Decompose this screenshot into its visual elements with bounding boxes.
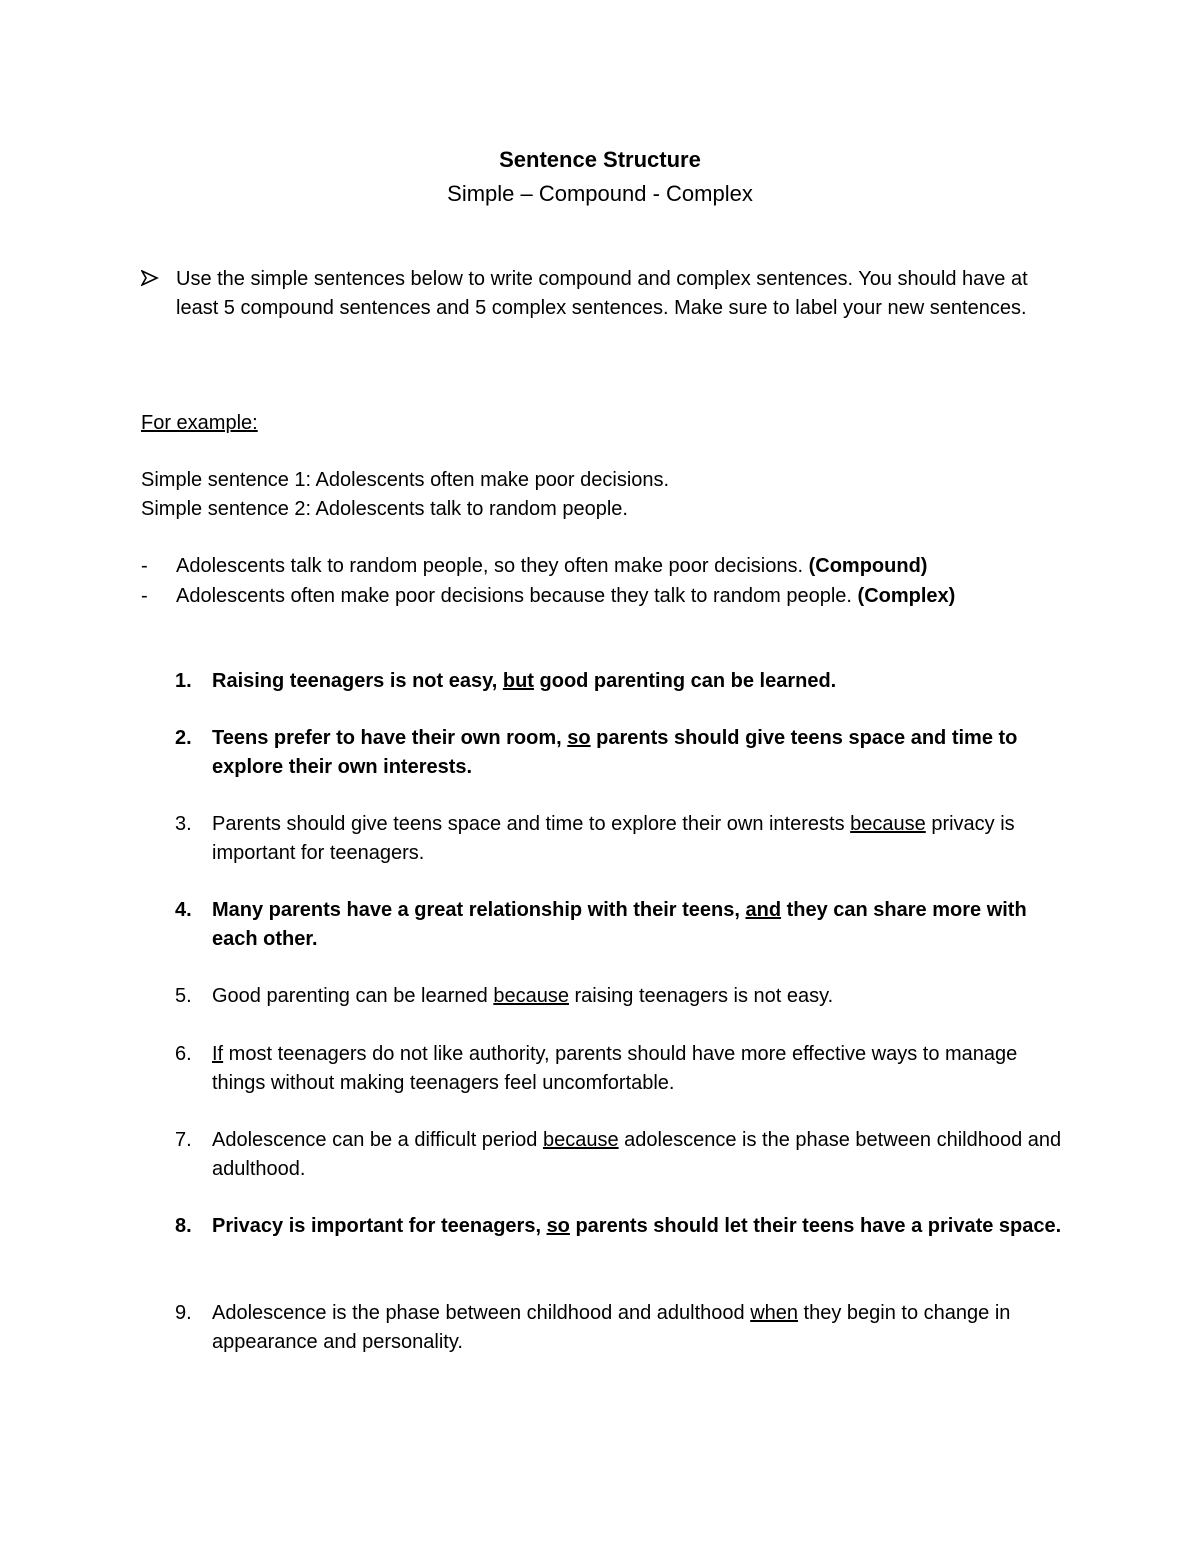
list-item-text <box>212 982 1071 1011</box>
sentence-part: raising teenagers is not easy. <box>568 985 834 1007</box>
list-item-text <box>212 1126 1071 1184</box>
sentence-part: Teens prefer to have their own room, <box>212 727 568 749</box>
sentence-type-tag: (Compound) <box>808 555 928 577</box>
list-item <box>141 724 1071 782</box>
conjunction: If <box>212 1043 224 1065</box>
example-sentence: Adolescents talk to random people, so they often make poor decisions. <box>176 555 809 577</box>
list-item <box>141 1126 1071 1184</box>
conjunction: but <box>502 670 534 692</box>
sentence-part: privacy is important for teenagers. <box>212 813 1015 864</box>
list-item <box>141 1040 1071 1098</box>
list-item-text <box>212 724 1071 782</box>
sentence-part: parents should give teens space and time to explore their own interests. <box>212 727 1018 778</box>
list-item-number: 2. <box>175 727 192 749</box>
list-item <box>141 667 1071 696</box>
sentence-part: Adolescence is the phase between childhood and adulthood <box>212 1302 751 1324</box>
instruction-text: Use the simple sentences below to write compound and complex sentences. You should have at least 5 compound sentences and 5 complex sentences. Make sure to label your new sentences. <box>176 268 1028 319</box>
conjunction: and <box>745 899 782 921</box>
sentence-part: Many parents have a great relationship with their teens, <box>212 899 746 921</box>
dash-marker: - <box>141 585 148 607</box>
conjunction: so <box>567 727 591 749</box>
sentence-type-tag: (Complex) <box>857 585 956 607</box>
list-item <box>141 1299 1071 1357</box>
conjunction: because <box>850 813 926 835</box>
sentence-part: Raising teenagers is not easy, <box>212 670 503 692</box>
list-item-text <box>212 1040 1071 1098</box>
sentence-part: adolescence is the phase between childhood and adulthood. <box>212 1129 1062 1180</box>
sentence-part: parents should let their teens have a private space. <box>569 1215 1062 1237</box>
list-item <box>141 810 1071 868</box>
simple-sentence-2: Simple sentence 2: Adolescents talk to random people. <box>141 498 628 520</box>
conjunction: because <box>542 1129 619 1151</box>
example-line-compound <box>141 552 927 581</box>
example-label: For example: <box>141 412 258 434</box>
sentence-part: they begin to change in appearance and personality. <box>212 1302 1011 1353</box>
conjunction: so <box>546 1215 570 1237</box>
list-item-number: 8. <box>175 1215 192 1237</box>
sentence-part: most teenagers do not like authority, parents should have more effective ways to manage things without making teenagers feel uncomfortable. <box>212 1043 1018 1094</box>
list-item-text <box>212 810 1071 868</box>
instruction-paragraph <box>141 265 1071 323</box>
list-item <box>141 1212 1071 1241</box>
page-subtitle: Simple – Compound - Complex <box>447 181 753 206</box>
list-item-number: 1. <box>175 670 192 692</box>
sentence-part: Parents should give teens space and time to explore their own interests <box>212 813 851 835</box>
list-item-number: 9. <box>175 1302 192 1324</box>
sentence-part: Privacy is important for teenagers, <box>212 1215 547 1237</box>
list-item-text <box>212 896 1071 954</box>
sentence-part: Good parenting can be learned <box>212 985 494 1007</box>
conjunction: when <box>750 1302 798 1324</box>
list-item-text <box>212 1299 1071 1357</box>
simple-sentence-1: Simple sentence 1: Adolescents often make poor decisions. <box>141 469 670 491</box>
dash-marker: - <box>141 555 148 577</box>
sentence-part: Adolescence can be a difficult period <box>212 1129 543 1151</box>
list-item <box>141 982 1071 1011</box>
list-item <box>141 896 1071 954</box>
list-item-number: 7. <box>175 1129 192 1151</box>
arrowhead-bullet-icon <box>141 265 159 295</box>
sentence-part: good parenting can be learned. <box>533 670 837 692</box>
list-item-text <box>212 1212 1071 1241</box>
list-item-number: 6. <box>175 1043 192 1065</box>
page-title: Sentence Structure <box>499 147 701 172</box>
sentence-part: they can share more with each other. <box>212 899 1027 950</box>
example-line-complex <box>141 582 955 611</box>
list-item-number: 5. <box>175 985 192 1007</box>
list-item-number: 3. <box>175 813 192 835</box>
conjunction: because <box>493 985 569 1007</box>
example-sentence: Adolescents often make poor decisions because they talk to random people. <box>176 585 858 607</box>
list-item-number: 4. <box>175 899 192 921</box>
list-item-text <box>212 667 1071 696</box>
